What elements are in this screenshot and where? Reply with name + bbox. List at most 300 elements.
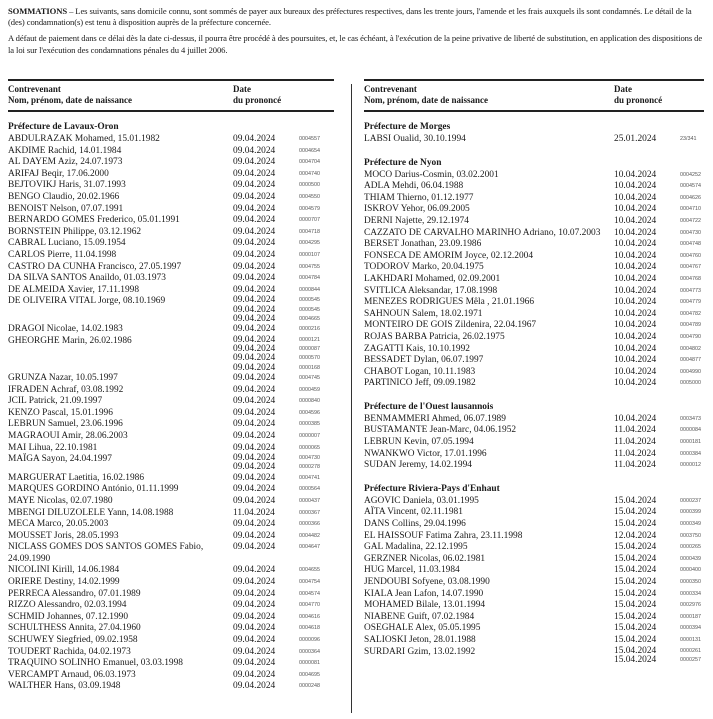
contrevenant-name: BEJTOVIKJ Haris, 31.07.1993 [8, 180, 126, 191]
table-row [364, 367, 704, 379]
date-line [614, 531, 704, 543]
contrevenant-name: TODOROV Marko, 20.04.1975 [364, 262, 484, 273]
date-list [614, 531, 704, 543]
intro-paragraph-2: A défaut de paiement dans ce délai dès la date ci-dessus, il pourra être procédé à des poursuites, et, le cas échéant, à l'exécution de la peine privative de liberté de substitution, en application des dispositions de la loi sur l'exécution des condamnations pénales du 4 juillet 2006. [8, 33, 703, 55]
date-list [233, 589, 334, 601]
date-list [233, 180, 334, 192]
date-line [614, 519, 704, 531]
reference-number: 0004596 [299, 409, 320, 416]
table-row [8, 542, 334, 565]
table-row [8, 204, 334, 216]
date-line [614, 460, 704, 472]
date-line [233, 373, 334, 385]
date-line [233, 600, 334, 612]
date-line [614, 309, 704, 321]
contrevenant-name: DERNI Najette, 29.12.1974 [364, 215, 469, 226]
table-row [364, 496, 704, 508]
reference-number: 0000564 [299, 486, 320, 493]
date-list [233, 146, 334, 158]
reference-number: 0003750 [680, 532, 701, 539]
date-line [614, 193, 704, 205]
date-prononce: 11.04.2024 [614, 460, 656, 471]
reference-number: 0004730 [299, 455, 320, 462]
reference-number: 0004754 [299, 579, 320, 586]
intro-p1-text: – Les suivants, sans domicile connu, sont sommés de payer aux bureaux des préfectures respectives, dans les trente jours, l'amende et les frais auxquels ils sont condamnés. Le détail de la (des) condamnation(s) est tenu à disposition auprès de la préfecture concernée. [8, 6, 692, 28]
header-rule-top [364, 79, 704, 81]
date-list [233, 635, 334, 647]
contrevenant-name: NICOLINI Kirill, 14.06.1984 [8, 565, 120, 576]
date-line [614, 297, 704, 309]
date-list [233, 658, 334, 670]
right-sections [364, 121, 704, 665]
date-prononce: 15.04.2024 [614, 542, 657, 553]
reference-number: 0000545 [299, 306, 320, 313]
contrevenant-name: KIALA Jean Lafon, 14.07.1990 [364, 588, 484, 599]
reference-number: 0004741 [299, 474, 320, 481]
table-row [364, 589, 704, 601]
contrevenant-name: JCIL Patrick, 21.09.1997 [8, 396, 103, 407]
date-line [614, 344, 704, 356]
table-header [8, 84, 334, 108]
contrevenant-name: AGOVIC Daniela, 03.01.1995 [364, 495, 479, 506]
date-prononce: 10.04.2024 [614, 285, 657, 296]
date-line [614, 134, 704, 146]
contrevenant-name: RIZZO Alessandro, 02.03.1994 [8, 600, 127, 611]
date-prononce: 09.04.2024 [233, 157, 276, 168]
contrevenant-name: MARGUERAT Laetitia, 16.02.1986 [8, 472, 145, 483]
date-list [614, 286, 704, 298]
date-list [233, 157, 334, 169]
date-list [614, 297, 704, 309]
table-row [364, 344, 704, 356]
column-divider [351, 84, 352, 713]
contrevenant-name: MECA Marco, 20.05.2003 [8, 519, 109, 530]
date-line [233, 612, 334, 624]
table-row [8, 419, 334, 431]
reference-number: 0000367 [299, 509, 320, 516]
date-list [614, 204, 704, 216]
reference-number: 0000545 [299, 297, 320, 304]
date-line [614, 239, 704, 251]
table-row [8, 273, 334, 285]
header-rule-bottom [364, 110, 704, 112]
date-line [614, 216, 704, 228]
date-line [614, 437, 704, 449]
date-list [614, 181, 704, 193]
reference-number: 0004990 [680, 368, 701, 375]
date-line [233, 192, 334, 204]
reference-number: 0004782 [680, 310, 701, 317]
date-line [233, 519, 334, 531]
date-line [233, 577, 334, 589]
table-row [8, 589, 334, 601]
date-line [233, 419, 334, 431]
date-prononce: 10.04.2024 [614, 181, 657, 192]
reference-number: 0000334 [680, 590, 701, 597]
date-list [614, 542, 704, 554]
table-row [364, 228, 704, 240]
date-list [614, 496, 704, 508]
contrevenant-name: LAKHDARI Mohamed, 02.09.2001 [364, 273, 501, 284]
reference-number: 0004704 [299, 159, 320, 166]
date-prononce: 09.04.2024 [233, 168, 276, 179]
contrevenant-name: CASTRO DA CUNHA Francisco, 27.05.1997 [8, 261, 182, 272]
prefecture-section [8, 121, 334, 693]
date-list [233, 373, 334, 385]
date-prononce: 09.04.2024 [233, 203, 276, 214]
reference-number: 0004718 [299, 228, 320, 235]
section-title: Préfecture Riviera-Pays d'Enhaut [364, 483, 500, 494]
reference-number: 0000187 [680, 613, 701, 620]
contrevenant-name: MAGRAOUI Amir, 28.06.2003 [8, 430, 128, 441]
reference-number: 0000840 [299, 398, 320, 405]
date-line [233, 473, 334, 485]
reference-number: 0000007 [299, 432, 320, 439]
date-line [233, 658, 334, 670]
table-row [364, 531, 704, 543]
date-line [233, 146, 334, 158]
contrevenant-name: BERSET Jonathan, 23.09.1986 [364, 239, 482, 250]
date-list [233, 612, 334, 624]
reference-number: 0000265 [680, 544, 701, 551]
date-prononce: 15.04.2024 [614, 495, 657, 506]
reference-number: 0000107 [299, 251, 320, 258]
date-prononce: 10.04.2024 [614, 262, 657, 273]
date-list [614, 565, 704, 577]
table-row [8, 431, 334, 443]
contrevenant-name: PARTINICO Jeff, 09.09.1982 [364, 378, 476, 389]
reference-number: 0000707 [299, 217, 320, 224]
date-line [233, 463, 334, 472]
table-row [364, 542, 704, 554]
contrevenant-name: CABRAL Luciano, 15.09.1954 [8, 238, 126, 249]
table-row [8, 408, 334, 420]
date-list [614, 251, 704, 263]
date-prononce: 09.04.2024 [233, 384, 276, 395]
contrevenant-name: MOCO Darius-Cosmin, 03.02.2001 [364, 169, 499, 180]
reference-number: 0000385 [299, 421, 320, 428]
date-line [614, 251, 704, 263]
date-line [614, 589, 704, 601]
table-row [364, 262, 704, 274]
reference-number: 0000261 [680, 647, 701, 654]
reference-number: 0000384 [680, 450, 701, 457]
date-prononce: 09.04.2024 [233, 191, 276, 202]
date-list [233, 408, 334, 420]
table-row [8, 658, 334, 670]
date-list [614, 344, 704, 356]
table-row [364, 216, 704, 228]
contrevenant-name: MENEZES RODRIGUES Mêla , 21.01.1966 [364, 297, 535, 308]
date-prononce: 09.04.2024 [233, 669, 276, 680]
reference-number: 0004655 [299, 567, 320, 574]
date-prononce: 10.04.2024 [614, 297, 657, 308]
table-row [8, 324, 334, 336]
date-line [614, 378, 704, 390]
date-line [614, 170, 704, 182]
table-row [8, 635, 334, 647]
table-row [8, 623, 334, 635]
date-prononce: 09.04.2024 [233, 577, 276, 588]
table-row [364, 332, 704, 344]
date-prononce: 15.04.2024 [614, 565, 657, 576]
date-prononce: 10.04.2024 [614, 239, 657, 250]
date-prononce: 10.04.2024 [614, 227, 657, 238]
date-line [233, 364, 334, 373]
reference-number: 0000570 [299, 355, 320, 362]
contrevenant-name: ROJAS BARBA Patricia, 26.02.1975 [364, 331, 505, 342]
left-column [8, 79, 334, 704]
date-line [614, 449, 704, 461]
table-row [364, 286, 704, 298]
contrevenant-name: MOUSSET Joris, 28.05.1993 [8, 530, 119, 541]
header-col1-line2: Nom, prénom, date de naissance [8, 94, 132, 105]
contrevenant-name: SAHNOUN Salem, 18.02.1971 [364, 308, 483, 319]
date-prononce: 15.04.2024 [614, 645, 657, 656]
date-prononce: 09.04.2024 [233, 472, 276, 483]
header-col1-line1: Contrevenant [364, 84, 417, 94]
contrevenant-name: ORIERE Destiny, 14.02.1999 [8, 577, 120, 588]
date-list [233, 496, 334, 508]
date-prononce: 09.04.2024 [233, 324, 276, 335]
table-row [8, 192, 334, 204]
contrevenant-name: GHEORGHE Marin, 26.02.1986 [8, 335, 132, 346]
date-prononce: 09.04.2024 [233, 442, 276, 453]
date-line [614, 414, 704, 426]
section-title: Préfecture de Lavaux-Oron [8, 122, 119, 132]
date-line [614, 355, 704, 367]
date-prononce: 15.04.2024 [614, 588, 657, 599]
table-row [364, 449, 704, 461]
table-row [8, 169, 334, 181]
reference-number: 0004618 [299, 625, 320, 632]
date-line [233, 134, 334, 146]
date-list [614, 635, 704, 647]
table-row [8, 519, 334, 531]
prefecture-section [364, 401, 704, 472]
date-line [614, 367, 704, 379]
table-row [364, 320, 704, 332]
reference-number: 0004647 [299, 544, 320, 551]
date-prononce: 10.04.2024 [614, 215, 657, 226]
reference-number: 0004482 [299, 532, 320, 539]
date-line [233, 157, 334, 169]
contrevenant-name: LEBRUN Samuel, 23.06.1996 [8, 419, 123, 430]
date-prononce: 10.04.2024 [614, 192, 657, 203]
date-prononce: 10.04.2024 [614, 378, 657, 389]
date-line [614, 262, 704, 274]
date-prononce: 11.04.2024 [233, 507, 275, 518]
date-list [614, 216, 704, 228]
date-prononce: 09.04.2024 [233, 462, 276, 473]
date-prononce: 09.04.2024 [233, 372, 276, 383]
table-row [8, 285, 334, 297]
contrevenant-name: ISKROV Yehor, 06.09.2005 [364, 204, 470, 215]
date-prononce: 10.04.2024 [614, 366, 657, 377]
date-prononce: 10.04.2024 [614, 308, 657, 319]
table-row [8, 396, 334, 408]
left-sections [8, 121, 334, 693]
reference-number: 0000399 [680, 509, 701, 516]
table-row [364, 193, 704, 205]
header-col2-line1: Date [614, 84, 632, 94]
date-prononce: 09.04.2024 [233, 623, 276, 634]
reference-number: 0004579 [299, 205, 320, 212]
table-row [364, 134, 704, 146]
table-header [364, 84, 704, 108]
contrevenant-name: ABDULRAZAK Mohamed, 15.01.1982 [8, 134, 160, 144]
date-prononce: 10.04.2024 [614, 331, 657, 342]
reference-number: 0000437 [299, 497, 320, 504]
contrevenant-name: LABSI Oualid, 30.10.1994 [364, 134, 466, 144]
date-list [233, 169, 334, 181]
date-prononce: 11.04.2024 [614, 437, 656, 448]
table-row [364, 181, 704, 193]
intro-lead: SOMMATIONS [8, 6, 68, 16]
date-line [233, 681, 334, 693]
prefecture-section [364, 121, 704, 146]
date-list [614, 414, 704, 426]
table-row [364, 577, 704, 589]
date-list [614, 647, 704, 666]
contrevenant-name: CHABOT Logan, 10.11.1983 [364, 366, 476, 377]
date-list [614, 460, 704, 472]
date-line [614, 286, 704, 298]
date-line [233, 542, 334, 554]
reference-number: 0004252 [680, 171, 701, 178]
date-prononce: 09.04.2024 [233, 611, 276, 622]
reference-number: 0000844 [299, 286, 320, 293]
table-row [364, 204, 704, 216]
date-prononce: 09.04.2024 [233, 658, 276, 669]
date-list [233, 519, 334, 531]
date-line [614, 228, 704, 240]
contrevenant-name: JENDOUBI Sofyene, 03.08.1990 [364, 577, 490, 587]
reference-number: 0004740 [299, 170, 320, 177]
table-row [8, 443, 334, 455]
reference-number: 0004779 [680, 299, 701, 306]
date-prononce: 15.04.2024 [614, 577, 657, 587]
date-list [614, 623, 704, 635]
reference-number: 0002976 [680, 602, 701, 609]
table-row [8, 600, 334, 612]
date-prononce: 15.04.2024 [614, 600, 657, 611]
date-prononce: 09.04.2024 [233, 261, 276, 272]
date-prononce: 09.04.2024 [233, 353, 276, 364]
prefecture-section [364, 483, 704, 665]
date-line [614, 600, 704, 612]
table-row [364, 251, 704, 263]
date-list [614, 449, 704, 461]
header-contrevenant [8, 84, 233, 108]
date-list [614, 507, 704, 519]
intro-paragraph-1 [8, 6, 708, 28]
date-list [614, 309, 704, 321]
reference-number: 0000364 [299, 648, 320, 655]
reference-number: 0004773 [680, 287, 701, 294]
contrevenant-name: MBENGI DILUZOLELE Yann, 14.08.1988 [8, 507, 174, 518]
date-list [233, 227, 334, 239]
table-row [364, 414, 704, 426]
date-line [614, 542, 704, 554]
date-line [233, 396, 334, 408]
date-prononce: 09.04.2024 [233, 273, 276, 284]
date-line [233, 623, 334, 635]
contrevenant-name: SVITLICA Aleksandar, 17.08.1998 [364, 285, 498, 296]
table-row [364, 274, 704, 286]
table-row [8, 681, 334, 693]
contrevenant-name: CAZZATO DE CARVALHO MARINHO Adriano, 10.07.2003 [364, 227, 601, 238]
date-line [614, 507, 704, 519]
prefecture-section [364, 157, 704, 390]
table-row [8, 565, 334, 577]
date-list [614, 134, 704, 146]
date-prononce: 09.04.2024 [233, 484, 276, 495]
contrevenant-name: THIAM Thierno, 01.12.1977 [364, 192, 474, 203]
contrevenant-name: DA SILVA SANTOS Anaildo, 01.03.1973 [8, 273, 166, 284]
date-list [233, 577, 334, 589]
date-line [614, 425, 704, 437]
date-list [233, 250, 334, 262]
table-row [8, 336, 334, 373]
date-list [233, 385, 334, 397]
table-row [8, 577, 334, 589]
date-prononce: 10.04.2024 [614, 273, 657, 284]
date-list [614, 519, 704, 531]
reference-number: 0004877 [680, 357, 701, 364]
date-list [233, 204, 334, 216]
date-line [614, 181, 704, 193]
table-row [364, 612, 704, 624]
reference-number: 0000065 [299, 444, 320, 451]
date-prononce: 09.04.2024 [233, 334, 276, 345]
date-prononce: 15.04.2024 [614, 654, 657, 665]
header-rule-top [8, 79, 334, 81]
table-row [8, 146, 334, 158]
date-list [233, 542, 334, 565]
date-prononce: 10.04.2024 [614, 343, 657, 354]
table-row [8, 296, 334, 324]
date-list [614, 320, 704, 332]
header-contrevenant [364, 84, 614, 108]
header-col1-line2: Nom, prénom, date de naissance [364, 94, 488, 105]
contrevenant-name: NIABENE Guift, 07.02.1984 [364, 611, 475, 622]
contrevenant-name: FONSECA DE AMORIM Joyce, 02.12.2004 [364, 250, 534, 261]
table-row [8, 612, 334, 624]
date-list [614, 274, 704, 286]
date-list [233, 531, 334, 543]
reference-number: 0004770 [299, 602, 320, 609]
reference-number: 0004768 [680, 275, 701, 282]
table-row [364, 647, 704, 666]
table-row [364, 355, 704, 367]
date-list [233, 192, 334, 204]
date-list [233, 262, 334, 274]
reference-number: 0000121 [299, 336, 320, 343]
contrevenant-name: MAI Lihua, 22.10.1981 [8, 442, 98, 453]
date-prononce: 09.04.2024 [233, 295, 276, 306]
reference-number: 0000350 [680, 579, 701, 585]
date-list [233, 454, 334, 473]
reference-number: 0004710 [680, 206, 701, 213]
date-prononce: 09.04.2024 [233, 588, 276, 599]
contrevenant-name: LEBRUN Kevin, 07.05.1994 [364, 437, 474, 448]
date-list [614, 612, 704, 624]
date-list [233, 473, 334, 485]
reference-number: 0004626 [680, 194, 701, 201]
date-line [233, 227, 334, 239]
contrevenant-name: SUDAN Jeremy, 14.02.1994 [364, 460, 472, 471]
